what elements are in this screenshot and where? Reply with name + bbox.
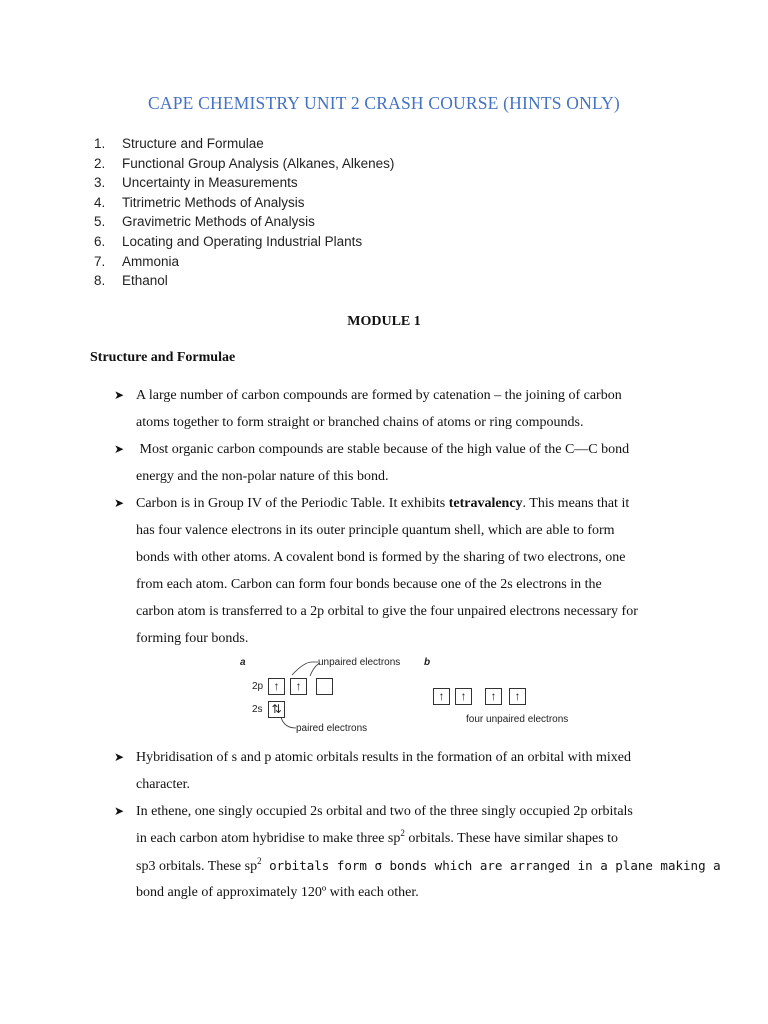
arrow-bullet-icon: ➤ <box>114 388 125 402</box>
unpaired-label: unpaired electrons <box>318 657 401 668</box>
list-item: 3. Uncertainty in Measurements <box>94 175 298 191</box>
label-a: a <box>240 657 246 668</box>
orbital-box-empty <box>316 678 333 695</box>
term-tetravalency: tetravalency <box>448 496 523 511</box>
orbital-box: ↑ <box>509 688 526 705</box>
paired-label: paired electrons <box>296 723 368 734</box>
orbital-box: ⇅ <box>268 701 285 718</box>
orbital-diagram <box>232 648 592 740</box>
page-title: CAPE CHEMISTRY UNIT 2 CRASH COURSE (HINTS ONLY) <box>148 93 620 113</box>
label-2p: 2p <box>252 681 264 692</box>
orbital-box: ↑ <box>485 688 502 705</box>
label-b: b <box>424 657 431 668</box>
orbital-box: ↑ <box>268 678 285 695</box>
label-2s: 2s <box>252 704 263 715</box>
list-item: 6. Locating and Operating Industrial Plants <box>94 233 363 249</box>
table-of-contents <box>94 134 394 291</box>
list-item: 8. Ethanol <box>94 273 168 289</box>
list-item: 4. Titrimetric Methods of Analysis <box>94 194 305 210</box>
arrow-bullet-icon: ➤ <box>114 496 125 510</box>
list-item: 1. Structure and Formulae <box>94 136 264 151</box>
list-item: 7. Ammonia <box>94 253 180 269</box>
list-item: 2. Functional Group Analysis (Alkanes, Alkenes) <box>94 155 395 171</box>
list-item: 5. Gravimetric Methods of Analysis <box>94 214 315 230</box>
diagram-connector-lines <box>232 648 592 740</box>
module-heading: MODULE 1 <box>347 314 421 329</box>
orbital-box: ↑ <box>455 688 472 705</box>
arrow-bullet-icon: ➤ <box>114 442 125 456</box>
arrow-bullet-icon: ➤ <box>114 750 125 764</box>
section-heading: Structure and Formulae <box>90 350 236 365</box>
orbital-box: ↑ <box>290 678 307 695</box>
arrow-bullet-icon: ➤ <box>114 804 125 818</box>
orbital-box: ↑ <box>433 688 450 705</box>
four-unpaired-label: four unpaired electrons <box>466 714 569 725</box>
